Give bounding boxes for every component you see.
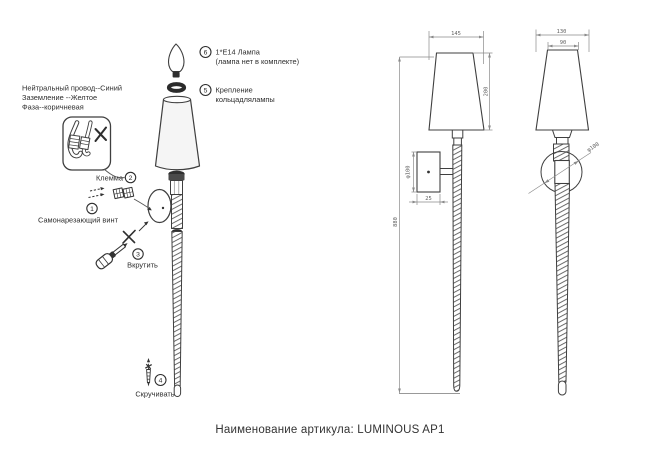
step2-label: Клемма [95, 173, 123, 183]
mount-block [555, 161, 570, 184]
shade-drawing [156, 100, 200, 170]
socket-neck [454, 138, 462, 145]
dim-145: 145 [451, 30, 461, 37]
callout-2 [125, 172, 135, 182]
step4-label: Скручивать [135, 389, 175, 399]
bulb-icon [169, 44, 185, 72]
article-caption: Наименование артикула: LUMINOUS AP1 [215, 424, 445, 436]
callout-4 [155, 375, 166, 386]
step3-label: Вкрутить [127, 260, 158, 270]
dim-130: 130 [556, 28, 567, 35]
wire-sleeve [80, 137, 90, 150]
callout-6-num: 6 [203, 49, 208, 57]
wiring-inset [63, 117, 111, 170]
step1-label: Самонарезающий винт [38, 215, 118, 225]
wiring-note-line2: Заземление --Желтое [22, 93, 98, 102]
plate-pointer-line [139, 224, 147, 232]
dim-25: 25 [425, 196, 432, 202]
side-view [529, 29, 601, 395]
rod-tip [174, 385, 180, 397]
rod-tip [558, 381, 566, 395]
socket-body [169, 174, 185, 181]
step6-label-line1: 1*E14 Лампа [215, 47, 260, 57]
plate-center-dot [427, 171, 430, 174]
rod-outline [555, 184, 570, 383]
callout-2-num: 2 [128, 175, 133, 182]
rotation-cross-icon [123, 231, 135, 244]
plate-pointer-arrow [144, 221, 149, 225]
mounting-ring-icon [169, 84, 184, 91]
screw-icon [145, 358, 151, 387]
dim-phi100-front: φ100 [405, 165, 412, 179]
dim-phi100-side: φ100 [586, 141, 601, 154]
terminal-block-drawing [113, 186, 134, 200]
callout-3-num: 3 [136, 251, 140, 259]
socket-outline [452, 130, 463, 138]
screwdriver-icon [95, 239, 131, 270]
dim-total-height [398, 57, 434, 393]
socket-neck [557, 138, 569, 145]
wire-sleeve [69, 135, 80, 149]
bulb-base [173, 72, 180, 78]
callout-5 [200, 85, 211, 96]
shade-outline [429, 53, 484, 130]
callout-5-num: 5 [203, 87, 208, 95]
callout-3 [133, 249, 143, 259]
twisted-rod-drawing [172, 232, 182, 387]
screw-dash-arrows [89, 187, 105, 198]
socket-cup [171, 181, 183, 195]
shade-outline [536, 50, 589, 130]
step6-label-line2: (лампа нет в комплекте) [215, 57, 300, 66]
callout-4-num: 4 [158, 377, 163, 385]
wiring-note-line1: Нейтральный провод--Синий [22, 83, 122, 93]
callout-6 [200, 47, 211, 58]
rod-upper-segment [172, 195, 183, 229]
step5-label-line1: Крепление [215, 85, 253, 95]
rod-outline [453, 145, 462, 391]
front-view [393, 31, 493, 394]
dim-90: 90 [559, 39, 567, 46]
dim-200: 200 [483, 86, 490, 97]
plate-screw-dot [162, 207, 164, 209]
exploded-view [22, 44, 299, 399]
callout-1-num: 1 [90, 206, 94, 213]
step5-label-line2: кольцадлялампы [215, 95, 275, 104]
wiring-note-line3: Фаза--коричневая [22, 102, 84, 112]
dim-plate-diameter [412, 152, 418, 192]
shade-top-opening [164, 96, 191, 102]
socket-outline [553, 130, 573, 138]
callout-1 [87, 203, 97, 213]
dim-880: 880 [392, 217, 399, 227]
